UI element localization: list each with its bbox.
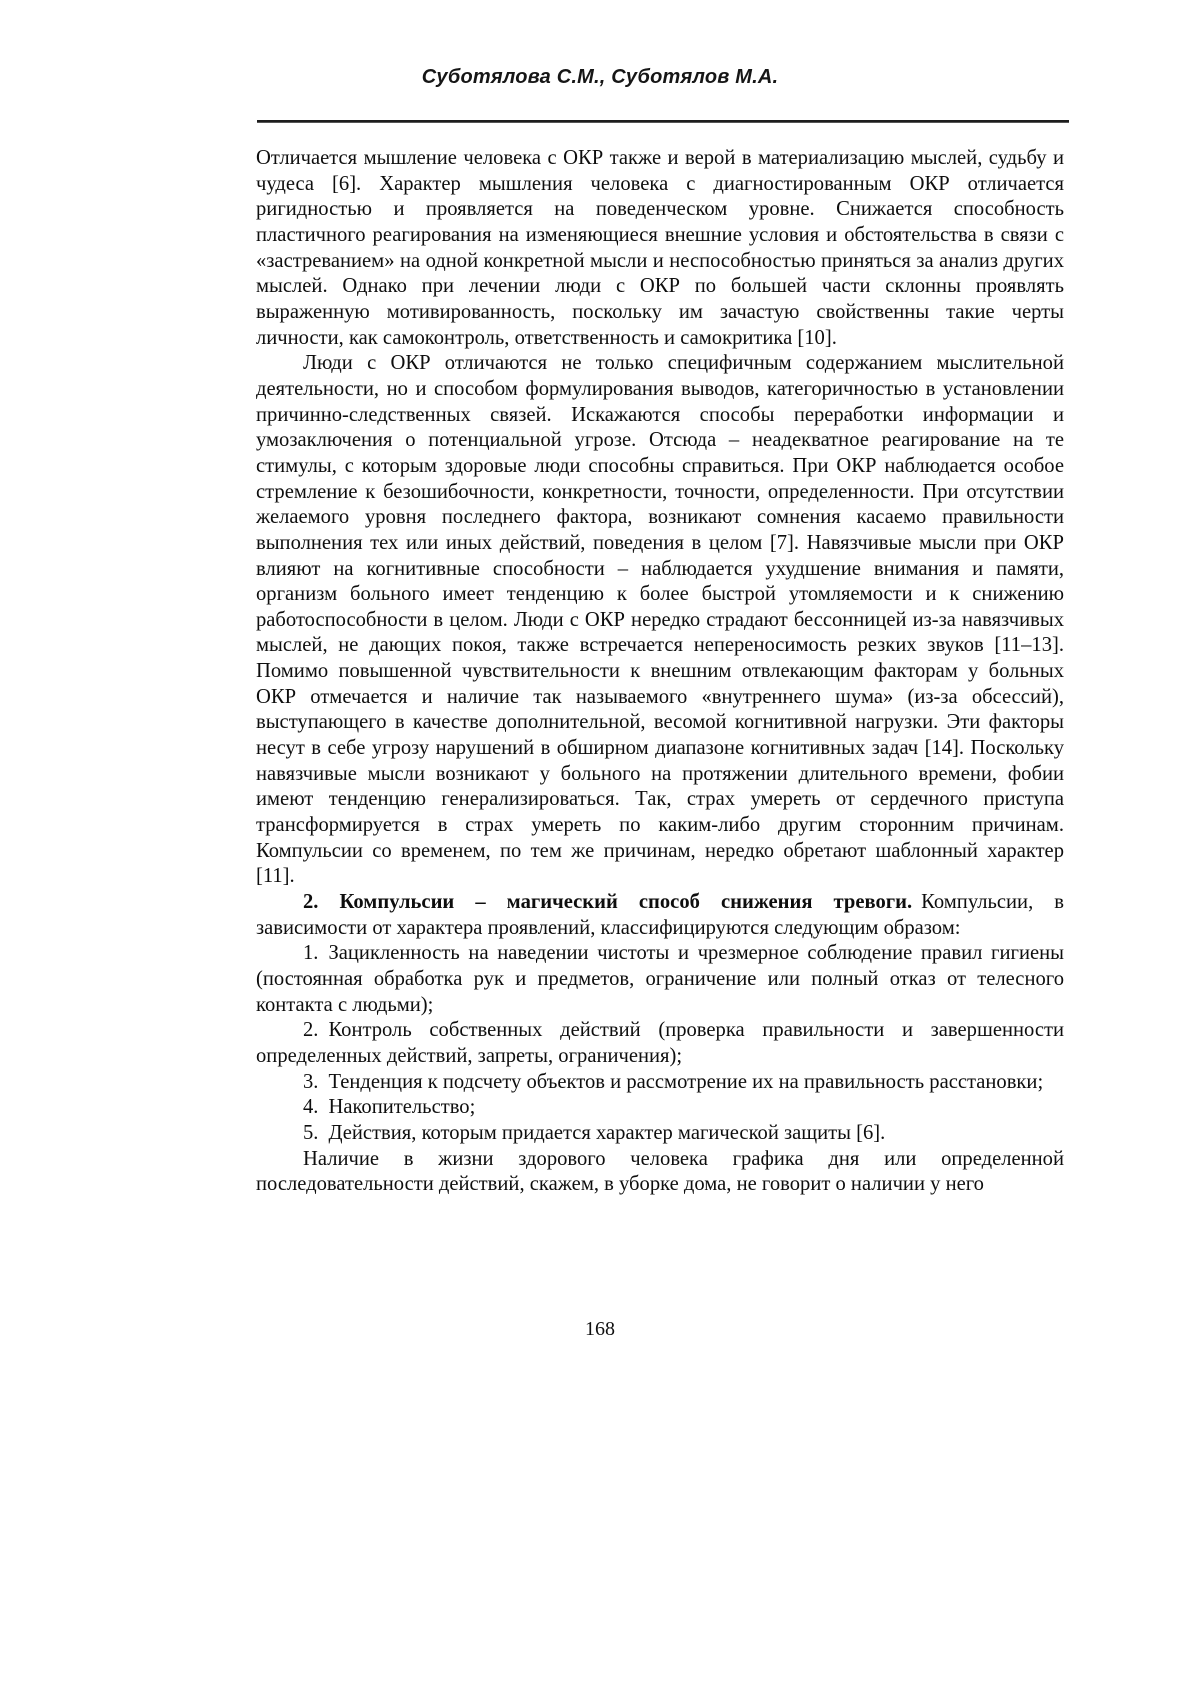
list-item-number: 5. (303, 1121, 319, 1144)
list-item-text: Контроль собственных действий (проверка правильности и завершенности определенных действий, запреты, ограничения); (256, 1019, 1064, 1067)
list-item-text: Тенденция к подсчету объектов и рассмотрение их на правильность расстановки; (328, 1070, 1044, 1093)
page-number: 168 (585, 1318, 615, 1340)
compulsions-heading: 2. Компульсии – магический способ снижения тревоги. (303, 891, 913, 914)
list-item-number: 4. (303, 1096, 319, 1119)
list-item (256, 1070, 1064, 1096)
list-item-text: Зацикленность на наведении чистоты и чрезмерное соблюдение правил гигиены (постоянная обработка рук и предметов, ограничение или полный отказ от телесного контакта с людьми); (256, 942, 1064, 1016)
list-item (256, 1121, 1064, 1147)
list-item-number: 2. (303, 1019, 319, 1042)
list-item-number: 3. (303, 1070, 319, 1093)
list-item-text: Действия, которым придается характер магической защиты [6]. (328, 1121, 886, 1144)
list-item (256, 1018, 1064, 1069)
list-item (256, 941, 1064, 1018)
list-item (256, 1095, 1064, 1121)
paragraph-compulsions (256, 890, 1064, 941)
body-text (256, 146, 1064, 1198)
paragraph-cognition: Люди с ОКР отличаются не только специфичным содержанием мыслительной деятельности, но и способом формулирования выводов, категоричностью в установлении причинно-следственных связей. Искажаются способы переработки информации и умозаключения о потенциальной угрозе. Отсюда – неадекватное реагирование на те стимулы, с которым здоровые люди способны справиться. При ОКР наблюдается особое стремление к безошибочности, конкретности, точности, определенности. При отсутствии желаемого уровня последнего фактора, возникают сомнения касаемо правильности выполнения тех или иных действий, поведения в целом [7]. Навязчивые мысли при ОКР влияют на когнитивные способности – наблюдается ухудшение внимания и памяти, организм больного имеет тенденцию к более быстрой утомляемости и к снижению работоспособности в целом. Люди с ОКР нередко страдают бессонницей из-за навязчивых мыслей, не дающих покоя, также встречается непереносимость резких звуков [11–13]. Помимо повышенной чувствительности к внешним отвлекающим факторам у больных ОКР отмечается и наличие так называемого «внутреннего шума» (из-за обсессий), выступающего в качестве дополнительной, весомой когнитивной нагрузки. Эти факторы несут в себе угрозу нарушений в обширном диапазоне когнитивных задач [14]. Поскольку навязчивые мысли возникают у больного на протяжении длительного времени, фобии имеют тенденцию генерализироваться. Так, страх умереть от сердечного приступа трансформируется в страх умереть по каким-либо другим сторонним причинам. Компульсии со временем, по тем же причинам, нередко обретают шаблонный характер [11]. (256, 352, 1064, 888)
compulsions-intro: Компульсии, в зависимости от характера проявлений, классифицируются следующим образом: (256, 891, 1064, 939)
running-head-authors: Суботялова С.М., Суботялов М.А. (421, 66, 779, 88)
paragraph-closing: Наличие в жизни здорового человека графика дня или определенной последовательности действий, скажем, в уборке дома, не говорит о наличии у него (256, 1147, 1064, 1196)
list-item-text: Накопительство; (328, 1096, 476, 1119)
paragraph-intro: Отличается мышление человека с ОКР также и верой в материализацию мыслей, судьбу и чудеса [6]. Характер мышления человека с диагностированным ОКР отличается ригидностью и проявляется на поведенческом уровне. Снижается способность пластичного реагирования на изменяющиеся внешние условия и обстоятельства в связи с «застреванием» на одной конкретной мысли и неспособностью приняться за анализ других мыслей. Однако при лечении люди с ОКР по большей части склонны проявлять выраженную мотивированность, поскольку им зачастую свойственны такие черты личности, как самоконтроль, ответственность и самокритика [10]. (256, 147, 1064, 349)
list-item-number: 1. (303, 942, 319, 965)
header-rule (257, 120, 1069, 123)
